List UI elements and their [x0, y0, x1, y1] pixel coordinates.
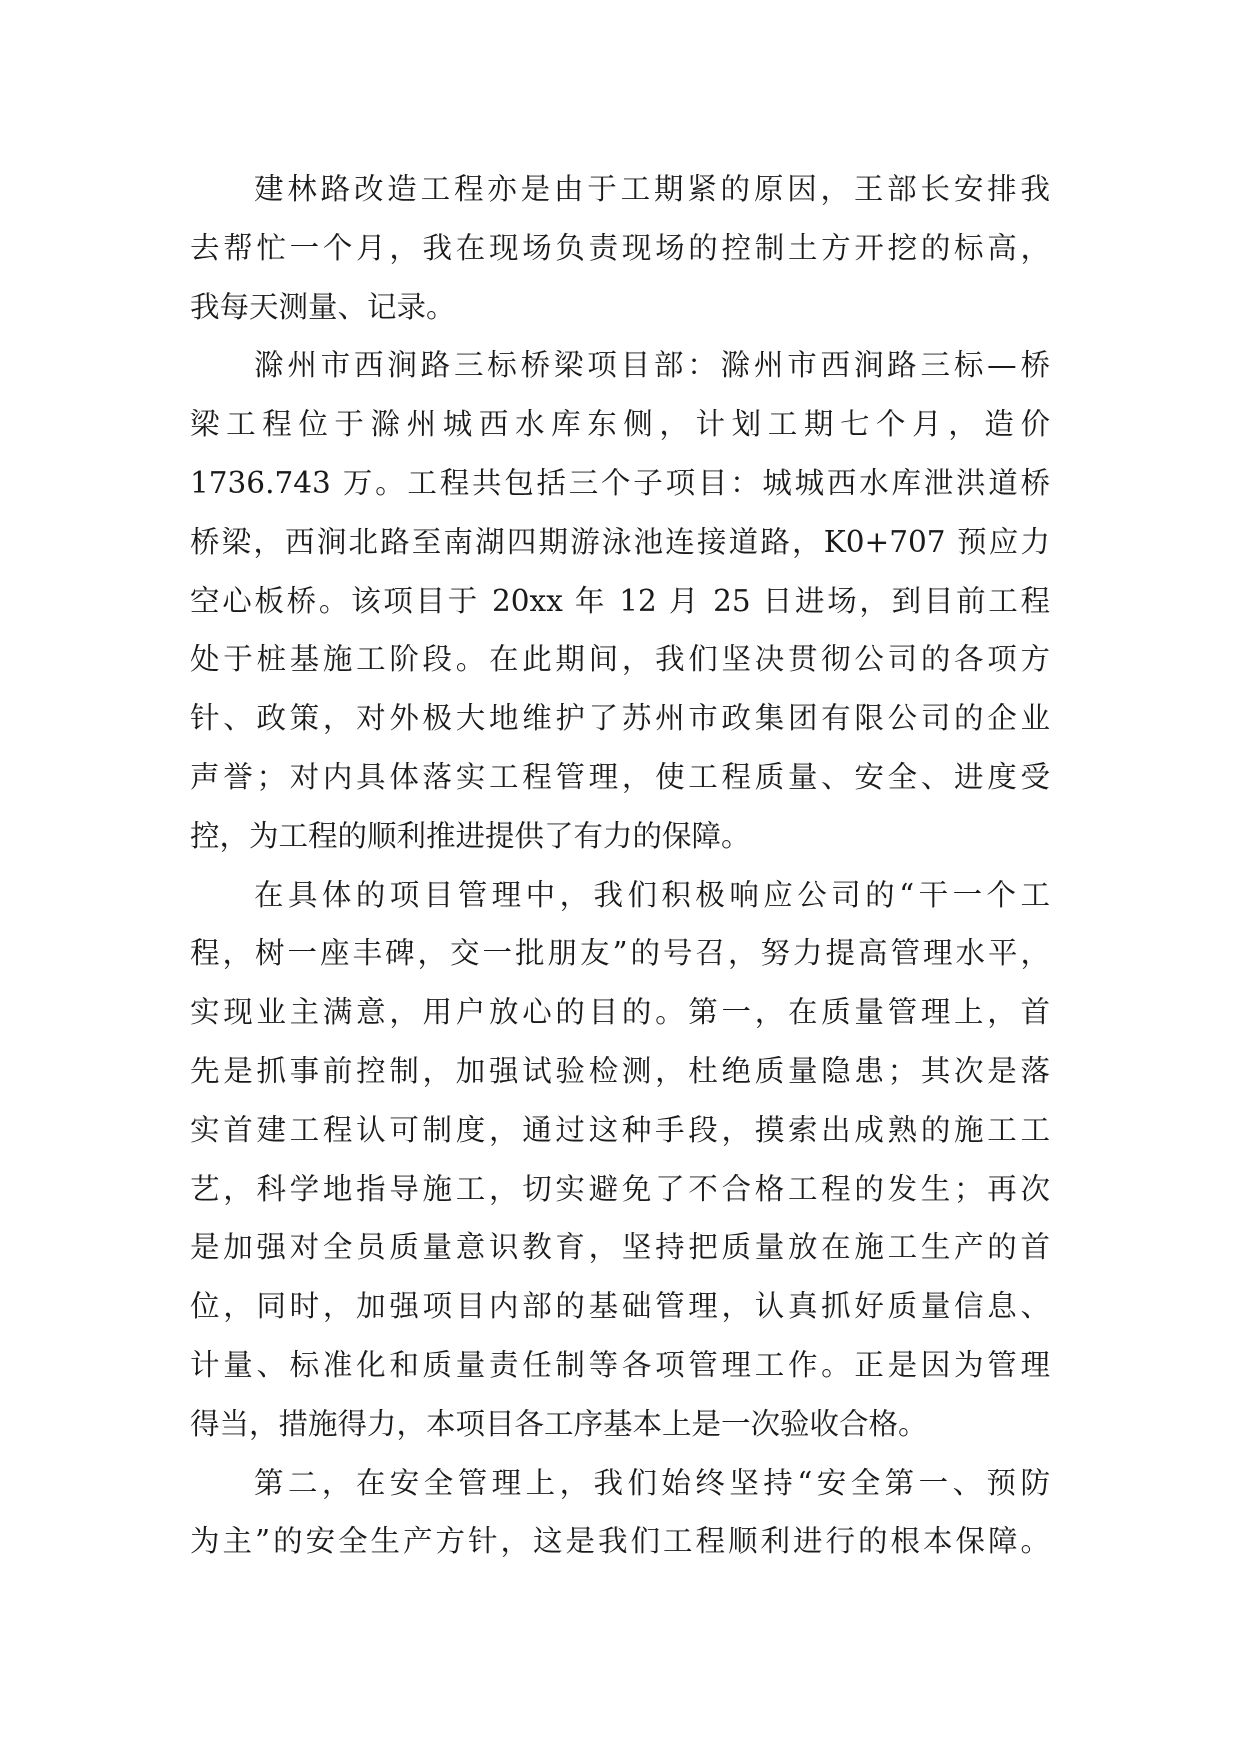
- document-page: [190, 160, 1050, 1571]
- text-line: 控，为工程的顺利推进提供了有力的保障。: [190, 818, 751, 853]
- paragraph-safety-management: [190, 1454, 1050, 1572]
- text-line: 建林路改造工程亦是由于工期紧的原因，王部长安排我: [254, 172, 1050, 206]
- text-line: 实首建工程认可制度，通过这种手段，摸索出成熟的施工工: [190, 1112, 1050, 1147]
- paragraph-jianlin-road: [190, 160, 1050, 336]
- text-line: 得当，措施得力，本项目各工序基本上是一次验收合格。: [190, 1406, 928, 1441]
- text-line: 先是抓事前控制，加强试验检测，杜绝质量隐患；其次是落: [190, 1053, 1050, 1088]
- text-line: 位，同时，加强项目内部的基础管理，认真抓好质量信息、: [190, 1289, 1050, 1324]
- text-line: 是加强对全员质量意识教育，坚持把质量放在施工生产的首: [190, 1230, 1050, 1265]
- text-line: 1736.743 万。工程共包括三个子项目：城城西水库泄洪道桥: [190, 465, 1050, 500]
- text-line: 为主”的安全生产方针，这是我们工程顺利进行的根本保障。: [190, 1524, 1050, 1559]
- paragraph-quality-management: [190, 866, 1050, 1454]
- text-line: 实现业主满意，用户放心的目的。第一，在质量管理上，首: [190, 995, 1050, 1030]
- text-line: 桥梁，西涧北路至南湖四期游泳池连接道路，K0+707 预应力: [190, 524, 1050, 559]
- text-line: 梁工程位于滁州城西水库东侧，计划工期七个月，造价: [190, 407, 1050, 442]
- text-line: 针、政策，对外极大地维护了苏州市政集团有限公司的企业: [190, 701, 1050, 736]
- text-line: 我每天测量、记录。: [190, 289, 456, 324]
- text-line: 空心板桥。该项目于 20xx 年 12 月 25 日进场，到目前工程: [190, 583, 1050, 618]
- text-line: 在具体的项目管理中，我们积极响应公司的“干一个工: [254, 877, 1050, 912]
- text-line: 计量、标准化和质量责任制等各项管理工作。正是因为管理: [190, 1347, 1050, 1382]
- paragraph-chuzhou-project: [190, 336, 1050, 865]
- text-line: 声誉；对内具体落实工程管理，使工程质量、安全、进度受: [190, 759, 1050, 794]
- text-line: 去帮忙一个月，我在现场负责现场的控制土方开挖的标高，: [190, 230, 1050, 265]
- text-line: 程，树一座丰碑，交一批朋友”的号召，努力提高管理水平，: [190, 936, 1050, 971]
- text-line: 第二，在安全管理上，我们始终坚持“安全第一、预防: [254, 1465, 1050, 1500]
- text-line: 处于桩基施工阶段。在此期间，我们坚决贯彻公司的各项方: [190, 642, 1050, 677]
- text-line: 滁州市西涧路三标桥梁项目部：滁州市西涧路三标—桥: [254, 348, 1050, 383]
- text-line: 艺，科学地指导施工，切实避免了不合格工程的发生；再次: [190, 1171, 1050, 1206]
